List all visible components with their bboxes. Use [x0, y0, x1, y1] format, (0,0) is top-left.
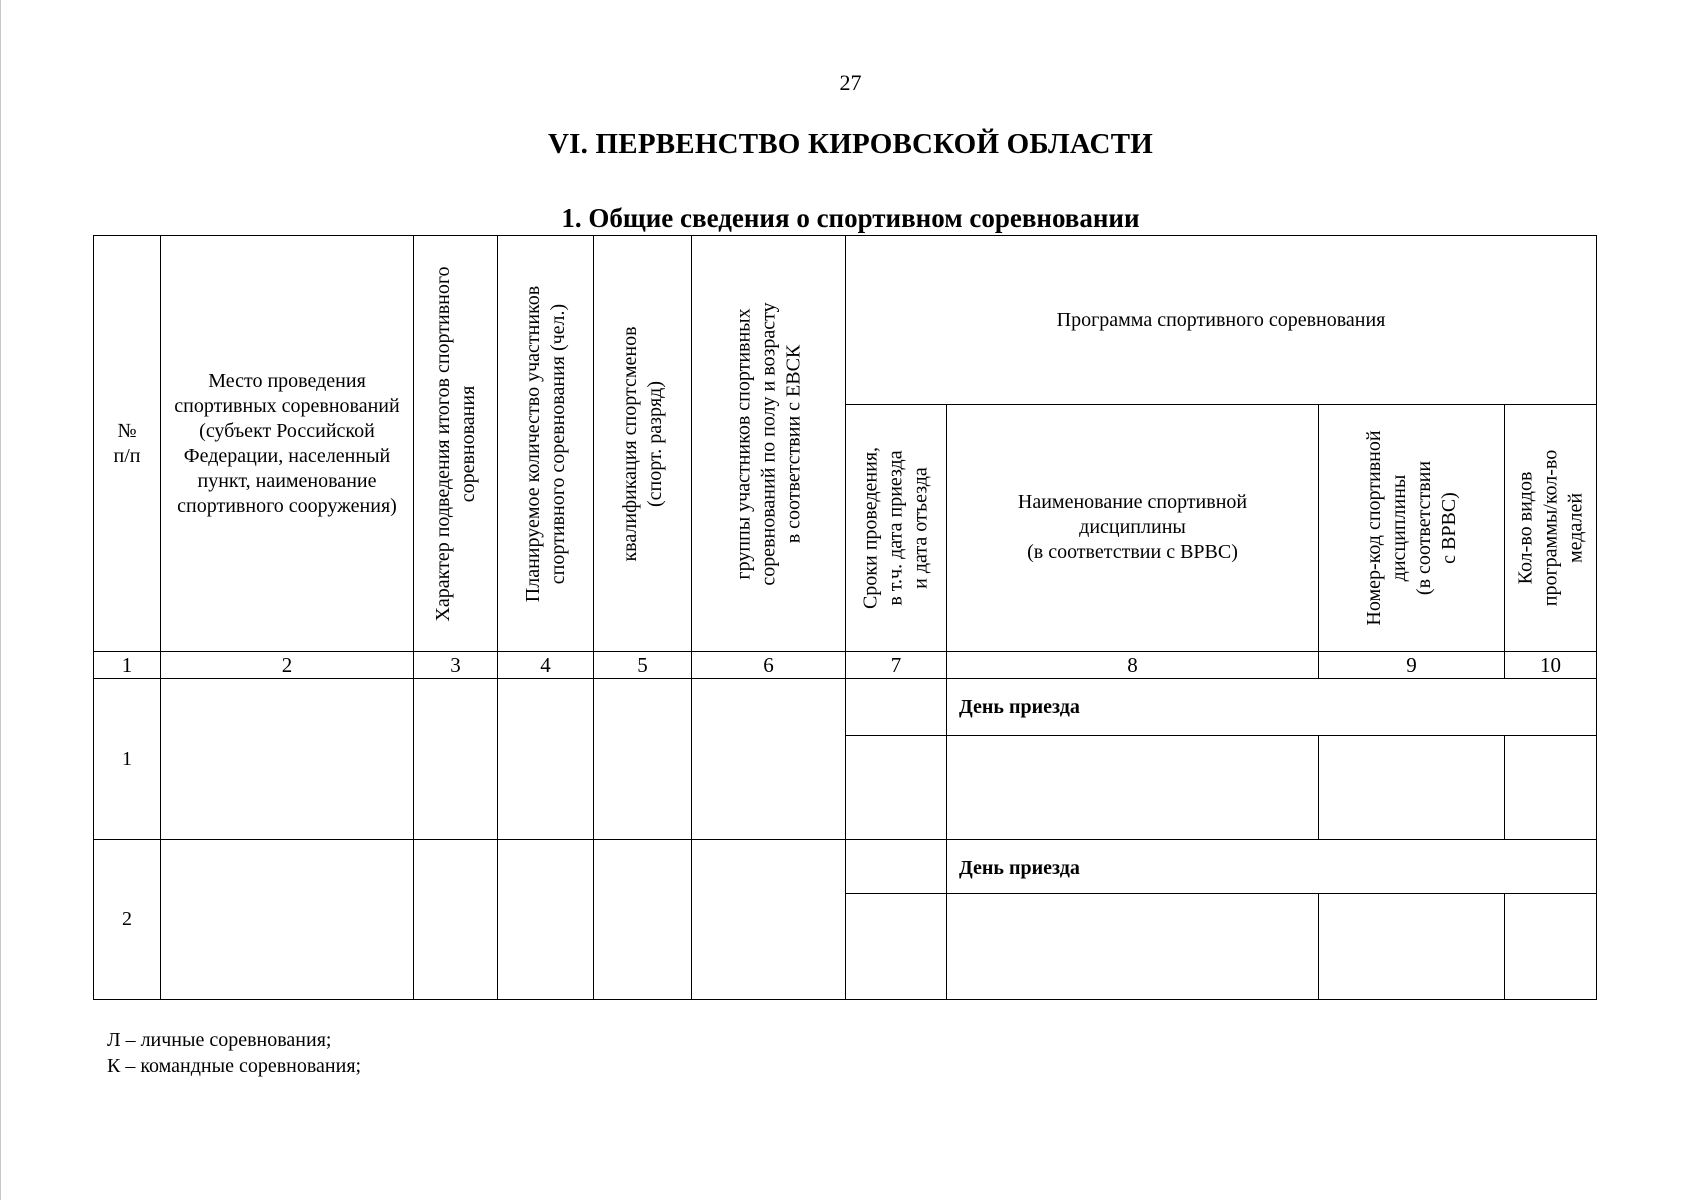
subsection-title: 1. Общие сведения о спортивном соревновании — [561, 203, 1140, 233]
column-number: 4 — [497, 651, 594, 679]
header-planned-participants — [497, 235, 594, 652]
column-number: 5 — [593, 651, 692, 679]
header-qualification-text: квалификация спортсменов (спорт. разряд) — [618, 325, 666, 562]
table-cell-participant-groups — [691, 839, 846, 1000]
table-cell-dates — [845, 893, 947, 1000]
header-discipline-name-text: Наименование спортивной дисциплины (в соответствии с ВРВС) — [1017, 491, 1248, 563]
header-venue — [160, 235, 414, 652]
table-cell-participant-groups — [691, 678, 846, 840]
header-dates — [845, 404, 947, 652]
column-number: 3 — [413, 651, 498, 679]
header-venue-text: Место проведения спортивных соревнований (субъект Российской Федерации, населенный пункт, наименование спортивного сооружения) — [174, 369, 400, 517]
header-medal-count — [1504, 404, 1597, 652]
column-number: 8 — [946, 651, 1319, 679]
header-number-text: № п/п — [113, 419, 141, 467]
table-cell-result-type — [413, 839, 498, 1000]
header-dates-text: Сроки проведения, в т.ч. дата приезда и дата отъезда — [859, 446, 932, 610]
page-edge — [0, 0, 1, 1200]
table-cell-dates — [845, 678, 947, 736]
header-discipline-code — [1318, 404, 1505, 652]
table-row-number: 2 — [93, 839, 161, 1000]
table-cell-discipline-name — [946, 893, 1319, 1000]
section-title: VI. ПЕРВЕНСТВО КИРОВСКОЙ ОБЛАСТИ — [547, 128, 1154, 160]
header-number — [93, 235, 161, 652]
column-number: 1 — [93, 651, 161, 679]
arrival-day-label: День приезда — [946, 839, 1597, 894]
table-cell-qualification — [593, 839, 692, 1000]
arrival-day-label: День приезда — [946, 678, 1597, 736]
column-number: 6 — [691, 651, 846, 679]
table-cell-discipline-code — [1318, 893, 1505, 1000]
table-cell-venue — [160, 839, 414, 1000]
table-cell-qualification — [593, 678, 692, 840]
table-cell-result-type — [413, 678, 498, 840]
table-cell-medal-count — [1504, 893, 1597, 1000]
footnote-team: К – командные соревнования; — [107, 1055, 362, 1077]
header-participant-groups-text: группы участников спортивных соревнований по полу и возрасту в соответствии с ЕВСК — [732, 301, 804, 586]
table-cell-discipline-name — [946, 735, 1319, 840]
header-program-text: Программа спортивного соревнования — [1056, 308, 1386, 331]
column-number: 10 — [1504, 651, 1597, 679]
table-cell-dates — [845, 839, 947, 894]
table-cell-planned-participants — [497, 839, 594, 1000]
header-planned-participants-text: Планируемое количество участников спортивного соревнования (чел.) — [521, 285, 569, 602]
table-cell-medal-count — [1504, 735, 1597, 840]
column-number: 7 — [845, 651, 947, 679]
column-number: 9 — [1318, 651, 1505, 679]
header-qualification — [593, 235, 692, 652]
table-cell-venue — [160, 678, 414, 840]
footnote-individual: Л – личные соревнования; — [107, 1029, 332, 1051]
header-result-type-text: Характер подведения итогов спортивного соревнования — [431, 265, 479, 622]
table-cell-planned-participants — [497, 678, 594, 840]
header-participant-groups — [691, 235, 846, 652]
table-row-number: 1 — [93, 678, 161, 840]
table-cell-dates — [845, 735, 947, 840]
header-discipline-code-text: Номер-код спортивной дисциплины (в соответствии с ВРВС) — [1362, 430, 1460, 626]
table-cell-discipline-code — [1318, 735, 1505, 840]
page-number: 27 — [839, 70, 862, 95]
header-program — [845, 235, 1597, 405]
header-medal-count-text: Кол-во видов программы/кол-во медалей — [1514, 449, 1586, 607]
header-discipline-name — [946, 404, 1319, 652]
column-number: 2 — [160, 651, 414, 679]
header-result-type — [413, 235, 498, 652]
